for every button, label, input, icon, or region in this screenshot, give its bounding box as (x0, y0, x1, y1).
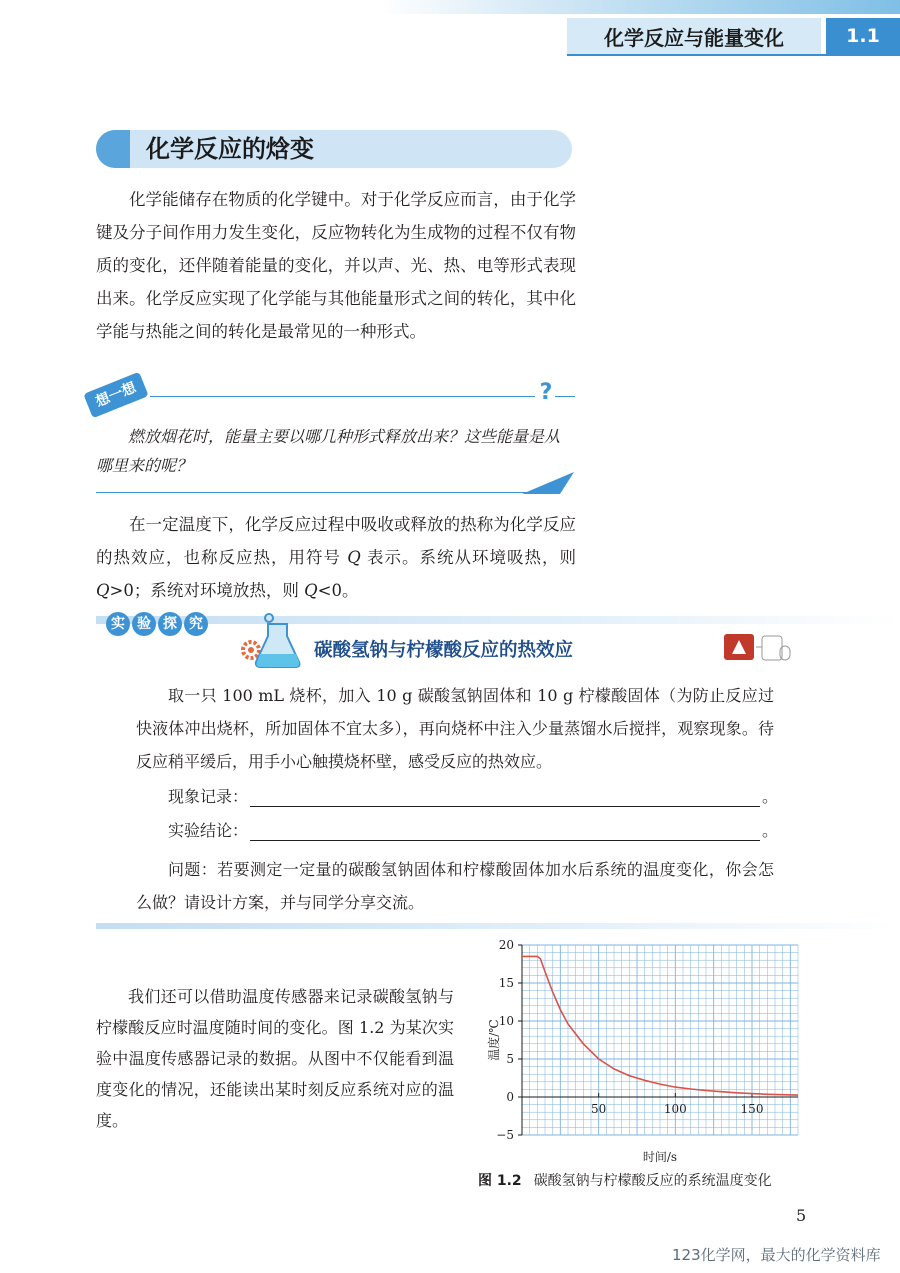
header-gradient-bar (380, 0, 900, 14)
heat-effect-text-2: 表示。系统从环境吸热，则 (360, 548, 576, 567)
figure-caption-text: 碳酸氢钠与柠檬酸反应的系统温度变化 (533, 1173, 772, 1189)
heat-effect-text-3: >0；系统对环境放热，则 (109, 581, 305, 600)
section-heading (96, 130, 572, 168)
heat-effect-text-1: 在一定温度下，化学反应过程中吸收或释放的热称为化学反应的热效应，也称反应热，用符号 (96, 515, 576, 567)
figure-number: 图 1.2 (478, 1173, 522, 1189)
experiment-title: 碳酸氢钠与柠檬酸反应的热效应 (314, 640, 574, 661)
y-axis-label: 温度/℃ (487, 1019, 501, 1061)
x-tick-label: 150 (740, 1102, 764, 1116)
experiment-band (96, 616, 900, 624)
x-axis-label: 时间/s (642, 1150, 678, 1164)
heat-effect-paragraph (96, 508, 576, 607)
think-top-rule-right (555, 396, 575, 397)
intro-paragraph: 化学能储存在物质的化学键中。对于化学反应而言，由于化学键及分子间作用力发生变化，反应物转化为生成物的过程不仅有物质的变化，还伴随着能量的变化，并以声、光、热、电等形式表现出来。化学反应实现了化学能与其他能量形式之间的转化，其中化学能与热能之间的转化是最常见的一种形式。 (96, 190, 576, 341)
figure-caption (478, 1170, 772, 1190)
experiment-badge-char: 探 (158, 612, 182, 636)
conclusion-label: 实验结论： (168, 821, 249, 840)
y-tick-label: 15 (498, 976, 514, 990)
conclusion-blank[interactable] (250, 820, 760, 841)
temperature-chart (480, 935, 810, 1165)
conclusion-end-mark: 。 (761, 821, 778, 840)
think-bottom-rule (96, 492, 536, 493)
chapter-title: 化学反应与能量变化 (567, 18, 821, 54)
conclusion-row (168, 817, 778, 845)
symbol-q: Q (347, 548, 361, 567)
experiment-procedure: 取一只 100 mL 烧杯，加入 10 g 碳酸氢钠固体和 10 g 柠檬酸固体（为防止反应过快液体冲出烧杯，所加固体不宜太多），再向烧杯中注入少量蒸馏水后搅拌，观察现象。待反应稍平缓后，用手小心触摸烧杯壁，感受反应的热效应。 (136, 686, 774, 771)
heat-effect-text-4: <0。 (317, 581, 359, 600)
experiment-badge (106, 612, 208, 636)
think-badge: 想一想 (83, 372, 148, 419)
think-question: 燃放烟花时，能量主要以哪几种形式释放出来？这些能量是从哪里来的呢？ (96, 427, 561, 475)
header-rule (567, 54, 900, 56)
section-number-badge: 1.1 (826, 18, 900, 54)
y-tick-label: 0 (506, 1090, 514, 1104)
sensor-paragraph: 我们还可以借助温度传感器来记录碳酸氢钠与柠檬酸反应时温度随时间的变化。图 1.2 为某次实验中温度传感器记录的数据。从图中不仅能看到温度变化的情况，还能读出某时刻反应系统对应的温度。 (96, 987, 454, 1130)
phenomenon-record-end-mark: 。 (761, 787, 778, 806)
media-resource-icon (722, 632, 792, 664)
symbol-q: Q (96, 581, 110, 600)
y-tick-label: 20 (498, 938, 514, 952)
y-tick-label: 5 (506, 1052, 514, 1066)
y-tick-label: −5 (496, 1128, 514, 1142)
section-title: 化学反应的焓变 (146, 135, 314, 163)
experiment-badge-char: 实 (106, 612, 130, 636)
x-tick-label: 100 (663, 1102, 687, 1116)
phenomenon-record-blank[interactable] (250, 786, 760, 807)
section-heading-accent (96, 130, 130, 168)
phenomenon-record-label: 现象记录： (168, 787, 249, 806)
watermark-text: 123化学网，最大的化学资料库 (672, 1246, 881, 1264)
experiment-question: 问题：若要测定一定量的碳酸氢钠固体和柠檬酸固体加水后系统的温度变化，你会怎么做？请设计方案，并与同学分享交流。 (136, 860, 774, 912)
symbol-q: Q (304, 581, 318, 600)
x-tick-label: 50 (591, 1102, 607, 1116)
phenomenon-record-row (168, 783, 778, 811)
question-mark-icon: ? (539, 380, 553, 405)
page-number: 5 (796, 1206, 807, 1225)
flask-gear-icon (238, 612, 304, 670)
experiment-badge-char: 验 (132, 612, 156, 636)
experiment-badge-char: 究 (184, 612, 208, 636)
think-top-rule (150, 396, 535, 397)
y-tick-label: 10 (498, 1014, 514, 1028)
experiment-end-band (96, 923, 900, 929)
arrow-icon (520, 470, 576, 496)
